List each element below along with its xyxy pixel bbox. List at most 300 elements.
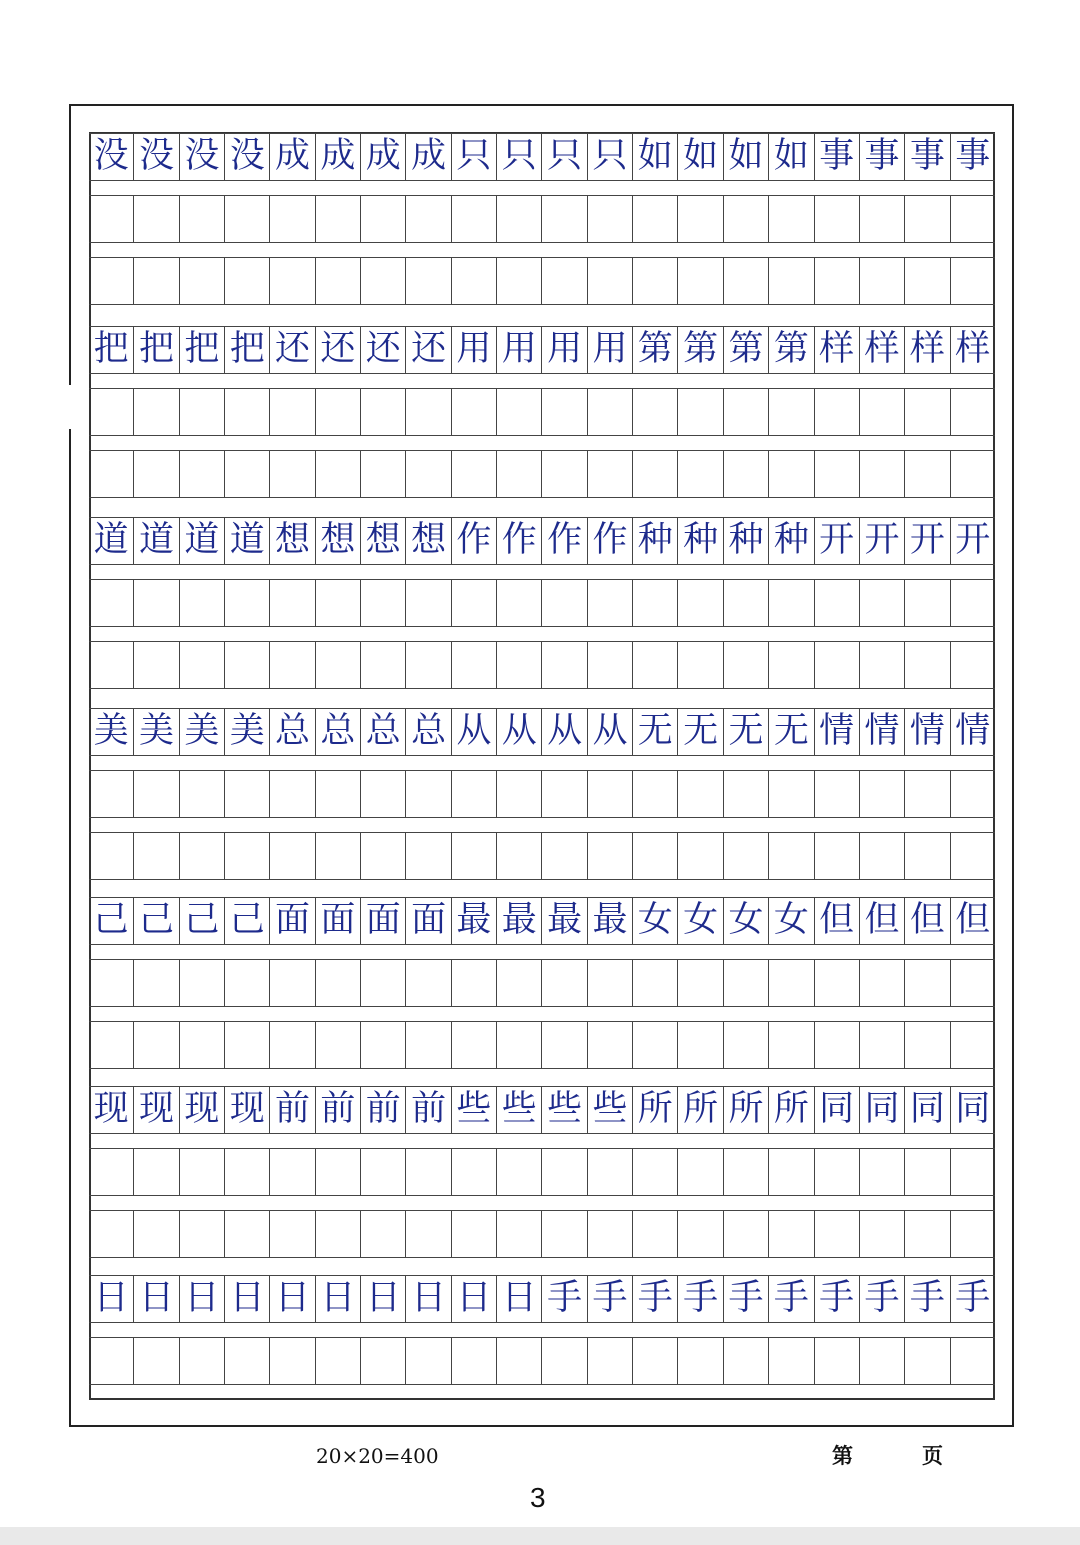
grid-cell: 无 (768, 708, 813, 755)
grid-cell: 事 (904, 133, 949, 180)
practice-row-blank (89, 450, 995, 497)
grid-cell: 美 (93, 711, 129, 751)
grid-cell (133, 1337, 178, 1384)
grid-cell: 手 (814, 1275, 859, 1322)
practice-row-filled (89, 326, 995, 373)
grid-cell (723, 1148, 768, 1195)
grid-cell (89, 1210, 133, 1257)
grid-cell (950, 1210, 995, 1257)
grid-cell (405, 195, 450, 242)
grid-cell (677, 1021, 722, 1068)
row-line (89, 1006, 995, 1007)
grid-cell (360, 641, 405, 688)
grid-cell (814, 1021, 859, 1068)
grid-cell (89, 388, 133, 435)
grid-cell (405, 1021, 450, 1068)
grid-cell (179, 1148, 224, 1195)
grid-cell (224, 1148, 269, 1195)
row-line (89, 755, 995, 756)
grid-cell: 事 (859, 133, 904, 180)
grid-cell (133, 641, 178, 688)
grid-cell (677, 388, 722, 435)
row-line (89, 564, 995, 565)
grid-cell (360, 959, 405, 1006)
grid-cell (677, 1337, 722, 1384)
grid-cell (224, 959, 269, 1006)
grid-cell (133, 959, 178, 1006)
grid-cell (360, 1148, 405, 1195)
grid-cell (632, 1148, 677, 1195)
grid-cell: 只 (541, 133, 586, 180)
grid-cell (269, 1337, 314, 1384)
grid-cell (315, 1148, 360, 1195)
grid-cell (677, 450, 722, 497)
grid-cell (405, 450, 450, 497)
grid-cell (587, 1148, 632, 1195)
grid-cell (814, 641, 859, 688)
grid-cell (904, 450, 949, 497)
grid-cell (859, 1021, 904, 1068)
grid-cell (632, 1210, 677, 1257)
grid-cell: 把 (93, 329, 129, 369)
practice-row-blank (89, 1148, 995, 1195)
grid-cell (950, 770, 995, 817)
grid-cell (360, 195, 405, 242)
grid-cell (451, 1337, 496, 1384)
grid-cell (179, 959, 224, 1006)
grid-cell (496, 1148, 541, 1195)
grid-spec-label: 20×20=400 (316, 1444, 439, 1468)
grid-cell: 日 (179, 1275, 224, 1322)
practice-row-blank (89, 1337, 995, 1384)
grid-cell (859, 257, 904, 304)
grid-cell (133, 1210, 178, 1257)
practice-row-blank (89, 257, 995, 304)
grid-cell (360, 450, 405, 497)
grid-cell (859, 388, 904, 435)
grid-cell (179, 832, 224, 879)
grid-cell (814, 1337, 859, 1384)
grid-cell: 己 (133, 897, 178, 944)
grid-cell: 同 (950, 1086, 995, 1133)
row-line (89, 879, 995, 880)
page-number: 3 (530, 1482, 546, 1513)
grid-cell (904, 579, 949, 626)
grid-cell (451, 388, 496, 435)
grid-cell (632, 1337, 677, 1384)
grid-cell (541, 195, 586, 242)
grid-cell: 没 (179, 133, 224, 180)
grid-cell (179, 579, 224, 626)
grid-cell: 手 (677, 1275, 722, 1322)
grid-cell (677, 832, 722, 879)
grid-cell: 最 (451, 897, 496, 944)
grid-cell (723, 641, 768, 688)
grid-cell (587, 579, 632, 626)
practice-row-blank (89, 641, 995, 688)
grid-cell: 前 (360, 1086, 405, 1133)
grid-cell (723, 257, 768, 304)
grid-cell: 面 (360, 897, 405, 944)
row-line (89, 944, 995, 945)
grid-cell (269, 388, 314, 435)
grid-cell (451, 450, 496, 497)
grid-cell (541, 959, 586, 1006)
grid-cell: 最 (541, 897, 586, 944)
grid-cell (904, 1148, 949, 1195)
grid-cell (859, 579, 904, 626)
grid-cell: 如 (768, 133, 813, 180)
practice-row-filled (89, 133, 995, 180)
grid-cell (269, 832, 314, 879)
grid-cell (179, 1337, 224, 1384)
grid-cell: 如 (632, 133, 677, 180)
grid-cell (950, 1021, 995, 1068)
grid-cell (541, 641, 586, 688)
grid-cell: 所 (768, 1086, 813, 1133)
grid-cell (179, 257, 224, 304)
grid-cell (405, 257, 450, 304)
grid-cell: 用 (496, 326, 541, 373)
grid-cell (723, 770, 768, 817)
grid-cell (179, 641, 224, 688)
grid-cell (451, 1148, 496, 1195)
grid-cell (224, 1337, 269, 1384)
grid-cell: 情 (950, 708, 995, 755)
grid-cell (89, 1337, 133, 1384)
grid-cell (89, 257, 133, 304)
grid-cell: 如 (723, 133, 768, 180)
grid-cell: 种 (723, 517, 768, 564)
practice-row-filled (89, 708, 995, 755)
grid-cell (89, 1021, 133, 1068)
grid-cell (133, 579, 178, 626)
grid-cell (360, 770, 405, 817)
grid-cell: 现 (133, 1086, 178, 1133)
grid-cell: 总 (315, 708, 360, 755)
grid-cell (360, 388, 405, 435)
grid-cell: 美 (179, 708, 224, 755)
grid-cell (224, 770, 269, 817)
grid-cell: 现 (179, 1086, 224, 1133)
grid-cell (496, 1210, 541, 1257)
grid-cell (541, 1021, 586, 1068)
grid-cell: 现 (224, 1086, 269, 1133)
grid-cell: 手 (587, 1275, 632, 1322)
page-label-di: 第 (832, 1444, 853, 1468)
grid-cell: 没 (133, 133, 178, 180)
grid-cell: 总 (269, 708, 314, 755)
grid-cell (133, 257, 178, 304)
grid-cell (814, 388, 859, 435)
grid-cell (315, 450, 360, 497)
grid-cell (587, 770, 632, 817)
grid-cell (89, 579, 133, 626)
grid-cell: 从 (496, 708, 541, 755)
grid-cell (904, 959, 949, 1006)
grid-cell (496, 770, 541, 817)
grid-cell (541, 579, 586, 626)
grid-cell (587, 1021, 632, 1068)
grid-cell (723, 832, 768, 879)
grid-cell (360, 579, 405, 626)
grid-cell (89, 832, 133, 879)
grid-cell: 种 (768, 517, 813, 564)
grid-cell (859, 1337, 904, 1384)
grid-cell (496, 1337, 541, 1384)
grid-cell (89, 641, 133, 688)
grid-cell: 面 (269, 897, 314, 944)
grid-cell: 还 (360, 326, 405, 373)
grid-cell (315, 959, 360, 1006)
grid-cell (451, 195, 496, 242)
practice-row-filled (89, 1275, 995, 1322)
grid-cell (179, 1021, 224, 1068)
grid-cell (814, 450, 859, 497)
grid-cell: 把 (133, 326, 178, 373)
grid-cell: 道 (133, 517, 178, 564)
grid-cell (133, 832, 178, 879)
grid-cell: 无 (723, 708, 768, 755)
grid-cell (814, 1210, 859, 1257)
grid-cell (814, 770, 859, 817)
grid-cell (224, 257, 269, 304)
grid-cell: 美 (133, 708, 178, 755)
row-line (89, 1068, 995, 1069)
grid-cell: 只 (451, 133, 496, 180)
grid-cell: 开 (814, 517, 859, 564)
grid-cell (133, 450, 178, 497)
grid-cell (133, 1148, 178, 1195)
grid-cell: 作 (541, 517, 586, 564)
grid-cell (269, 450, 314, 497)
grid-cell (315, 770, 360, 817)
practice-row-blank (89, 959, 995, 1006)
grid-cell (405, 959, 450, 1006)
grid-cell (405, 770, 450, 817)
grid-cell: 前 (269, 1086, 314, 1133)
grid-cell: 但 (859, 897, 904, 944)
grid-cell (224, 641, 269, 688)
grid-cell: 日 (224, 1275, 269, 1322)
grid-cell (224, 579, 269, 626)
grid-cell (768, 770, 813, 817)
grid-cell (405, 388, 450, 435)
grid-cell (179, 450, 224, 497)
grid-cell (677, 257, 722, 304)
grid-cell (269, 257, 314, 304)
row-line (89, 817, 995, 818)
grid-cell (632, 388, 677, 435)
grid-cell: 日 (133, 1275, 178, 1322)
grid-cell (904, 770, 949, 817)
grid-cell (904, 195, 949, 242)
grid-cell (451, 1210, 496, 1257)
grid-cell (179, 195, 224, 242)
grid-cell (632, 257, 677, 304)
grid-cell: 手 (859, 1275, 904, 1322)
grid-cell (315, 388, 360, 435)
grid-cell: 日 (93, 1278, 129, 1318)
grid-cell (451, 959, 496, 1006)
grid-cell (541, 832, 586, 879)
grid-cell (723, 1337, 768, 1384)
grid-cell (269, 770, 314, 817)
grid-cell (360, 1021, 405, 1068)
grid-cell: 无 (632, 708, 677, 755)
grid-cell (587, 450, 632, 497)
grid-cell (859, 959, 904, 1006)
grid-cell (179, 770, 224, 817)
grid-cell: 日 (451, 1275, 496, 1322)
row-line (89, 626, 995, 627)
grid-cell (677, 770, 722, 817)
grid-cell (632, 832, 677, 879)
grid-cell (315, 579, 360, 626)
grid-cell (315, 641, 360, 688)
grid-cell (405, 1337, 450, 1384)
grid-cell (768, 195, 813, 242)
grid-cell: 些 (541, 1086, 586, 1133)
grid-cell (768, 257, 813, 304)
grid-cell (768, 450, 813, 497)
grid-cell (315, 1210, 360, 1257)
grid-cell (269, 579, 314, 626)
grid-cell (224, 832, 269, 879)
row-line (89, 1133, 995, 1134)
grid-cell (496, 641, 541, 688)
grid-cell: 想 (269, 517, 314, 564)
grid-cell (541, 1337, 586, 1384)
grid-cell: 现 (93, 1089, 129, 1129)
grid-cell (269, 1148, 314, 1195)
grid-cell (587, 832, 632, 879)
grid-cell: 手 (768, 1275, 813, 1322)
grid-cell (133, 195, 178, 242)
grid-cell (587, 257, 632, 304)
grid-cell: 日 (496, 1275, 541, 1322)
grid-cell: 样 (859, 326, 904, 373)
grid-cell (451, 641, 496, 688)
grid-cell: 把 (179, 326, 224, 373)
grid-cell (950, 832, 995, 879)
grid-cell (541, 1210, 586, 1257)
grid-cell (133, 770, 178, 817)
grid-cell (814, 195, 859, 242)
grid-cell: 开 (859, 517, 904, 564)
grid-cell (587, 1337, 632, 1384)
grid-cell: 些 (587, 1086, 632, 1133)
grid-cell: 用 (541, 326, 586, 373)
grid-cell (496, 388, 541, 435)
row-line (89, 242, 995, 243)
grid-cell: 但 (950, 897, 995, 944)
grid-cell (950, 959, 995, 1006)
grid-cell (859, 450, 904, 497)
grid-cell (496, 450, 541, 497)
grid-cell (814, 1148, 859, 1195)
grid-cell (360, 1337, 405, 1384)
row-line (89, 304, 995, 305)
grid-cell (723, 959, 768, 1006)
practice-row-blank (89, 770, 995, 817)
grid-cell (950, 195, 995, 242)
grid-cell (224, 1210, 269, 1257)
grid-cell (723, 1210, 768, 1257)
grid-cell (768, 641, 813, 688)
grid-cell: 面 (405, 897, 450, 944)
grid-cell: 日 (405, 1275, 450, 1322)
grid-cell (451, 579, 496, 626)
grid-cell: 前 (315, 1086, 360, 1133)
grid-cell (950, 257, 995, 304)
grid-cell: 成 (360, 133, 405, 180)
grid-cell: 手 (541, 1275, 586, 1322)
practice-row-blank (89, 1021, 995, 1068)
grid-cell: 女 (723, 897, 768, 944)
grid-cell: 前 (405, 1086, 450, 1133)
grid-cell (451, 1021, 496, 1068)
frame-gap (67, 385, 73, 429)
grid-cell: 从 (451, 708, 496, 755)
grid-cell: 同 (814, 1086, 859, 1133)
grid-cell: 女 (768, 897, 813, 944)
grid-cell: 日 (360, 1275, 405, 1322)
row-line (89, 1384, 995, 1385)
grid-cell (768, 1148, 813, 1195)
grid-cell (360, 1210, 405, 1257)
grid-cell (768, 959, 813, 1006)
grid-cell (89, 450, 133, 497)
practice-row-blank (89, 195, 995, 242)
grid-cell (496, 959, 541, 1006)
grid-cell (496, 195, 541, 242)
grid-cell (360, 832, 405, 879)
grid-cell (904, 1337, 949, 1384)
grid-cell: 最 (496, 897, 541, 944)
grid-cell (814, 959, 859, 1006)
grid-cell: 日 (269, 1275, 314, 1322)
grid-cell: 手 (904, 1275, 949, 1322)
row-line (89, 435, 995, 436)
grid-cell (950, 1337, 995, 1384)
grid-cell: 成 (315, 133, 360, 180)
grid-cell (360, 257, 405, 304)
grid-cell (723, 388, 768, 435)
grid-cell: 只 (587, 133, 632, 180)
grid-cell (224, 1021, 269, 1068)
grid-cell (179, 1210, 224, 1257)
grid-cell (224, 450, 269, 497)
grid-cell (632, 641, 677, 688)
grid-cell: 用 (587, 326, 632, 373)
grid-cell (269, 641, 314, 688)
grid-cell (723, 579, 768, 626)
grid-cell (89, 1148, 133, 1195)
grid-cell (405, 641, 450, 688)
grid-cell (859, 770, 904, 817)
grid-cell (859, 641, 904, 688)
grid-cell: 样 (904, 326, 949, 373)
grid-cell: 只 (496, 133, 541, 180)
grid-cell (315, 1021, 360, 1068)
grid-cell: 种 (632, 517, 677, 564)
page-label-ye: 页 (922, 1444, 943, 1468)
grid-cell: 作 (451, 517, 496, 564)
row-line (89, 1322, 995, 1323)
grid-cell (179, 388, 224, 435)
grid-cell (587, 641, 632, 688)
